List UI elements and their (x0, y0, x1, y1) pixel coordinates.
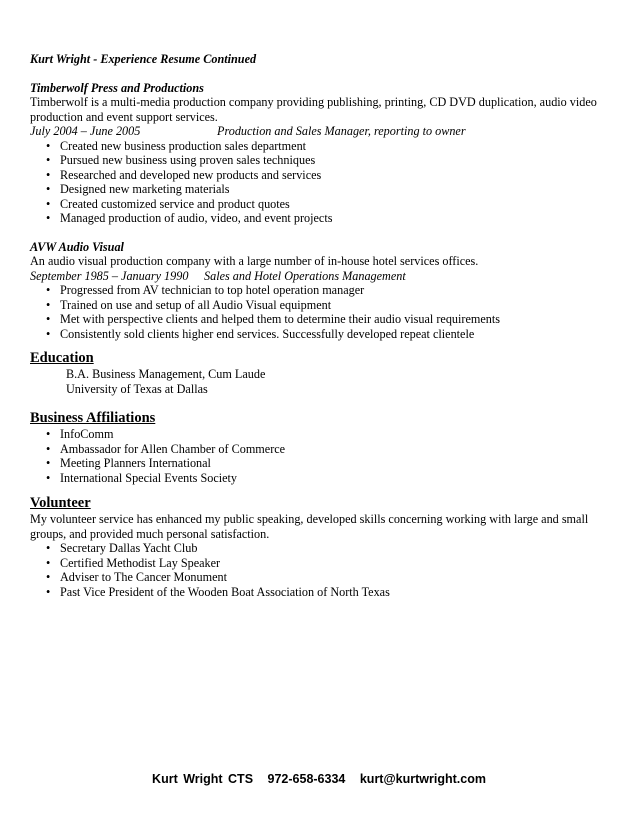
section-heading-education: Education (30, 350, 94, 366)
list-item: • Consistently sold clients higher end services. Successfully developed repeat clientele (60, 327, 610, 342)
list-item: • Trained on use and setup of all Audio Visual equipment (60, 298, 610, 313)
list-item: • Secretary Dallas Yacht Club (60, 541, 610, 556)
company-name: Timberwolf Press and Productions (30, 80, 204, 95)
job-date-row (30, 269, 610, 284)
list-item: • Researched and developed new products and services (60, 168, 610, 183)
education-block (30, 367, 610, 396)
job-title: Sales and Hotel Operations Management (204, 268, 406, 283)
education-degree: B.A. Business Management, Cum Laude (66, 367, 266, 381)
list-item: • Progressed from AV technician to top hotel operation manager (60, 283, 610, 298)
section-heading-volunteer: Volunteer (30, 495, 91, 511)
list-item: • Pursued new business using proven sales techniques (60, 153, 610, 168)
footer-name: Kurt Wright CTS (152, 772, 254, 786)
list-item: • International Special Events Society (60, 471, 610, 486)
list-item: • Ambassador for Allen Chamber of Commerce (60, 442, 610, 457)
job-bullets (30, 139, 610, 226)
job-bullets (30, 283, 610, 341)
section-heading-affiliations: Business Affiliations (30, 410, 156, 426)
page-footer (0, 772, 638, 786)
affiliations-list (30, 427, 610, 485)
list-item: • InfoComm (60, 427, 610, 442)
job-dates: July 2004 – June 2005 (30, 124, 141, 138)
footer-phone: 972-658-6334 (267, 772, 346, 786)
list-item: • Meeting Planners International (60, 456, 610, 471)
education-school: University of Texas at Dallas (66, 381, 208, 396)
job-date-row (30, 124, 610, 139)
job-timberwolf (30, 81, 610, 226)
list-item: • Created customized service and product quotes (60, 197, 610, 212)
company-name: AVW Audio Visual (30, 239, 124, 254)
list-item: • Certified Methodist Lay Speaker (60, 556, 610, 571)
list-item: • Designed new marketing materials (60, 182, 610, 197)
job-dates: September 1985 – January 1990 (30, 268, 189, 283)
list-item: • Created new business production sales department (60, 139, 610, 154)
company-description: An audio visual production company with a large number of in-house hotel services offices. (30, 254, 479, 268)
job-avw (30, 240, 610, 342)
list-item: • Met with perspective clients and helped them to determine their audio visual requirements (60, 312, 610, 327)
volunteer-list (30, 541, 610, 599)
volunteer-intro: My volunteer service has enhanced my public speaking, developed skills concerning working with large and small groups, and provided much personal satisfaction. (30, 512, 589, 541)
list-item: • Managed production of audio, video, and event projects (60, 211, 610, 226)
page-header: Kurt Wright - Experience Resume Continued (30, 52, 257, 66)
footer-email: kurt@kurtwright.com (359, 772, 486, 786)
resume-page (30, 52, 610, 599)
list-item: • Past Vice President of the Wooden Boat Association of North Texas (60, 585, 610, 600)
list-item: • Adviser to The Cancer Monument (60, 570, 610, 585)
job-title: Production and Sales Manager, reporting to owner (217, 124, 466, 138)
company-description: Timberwolf is a multi-media production company providing publishing, printing, CD DVD duplication, audio video production and event support services. (30, 95, 597, 124)
